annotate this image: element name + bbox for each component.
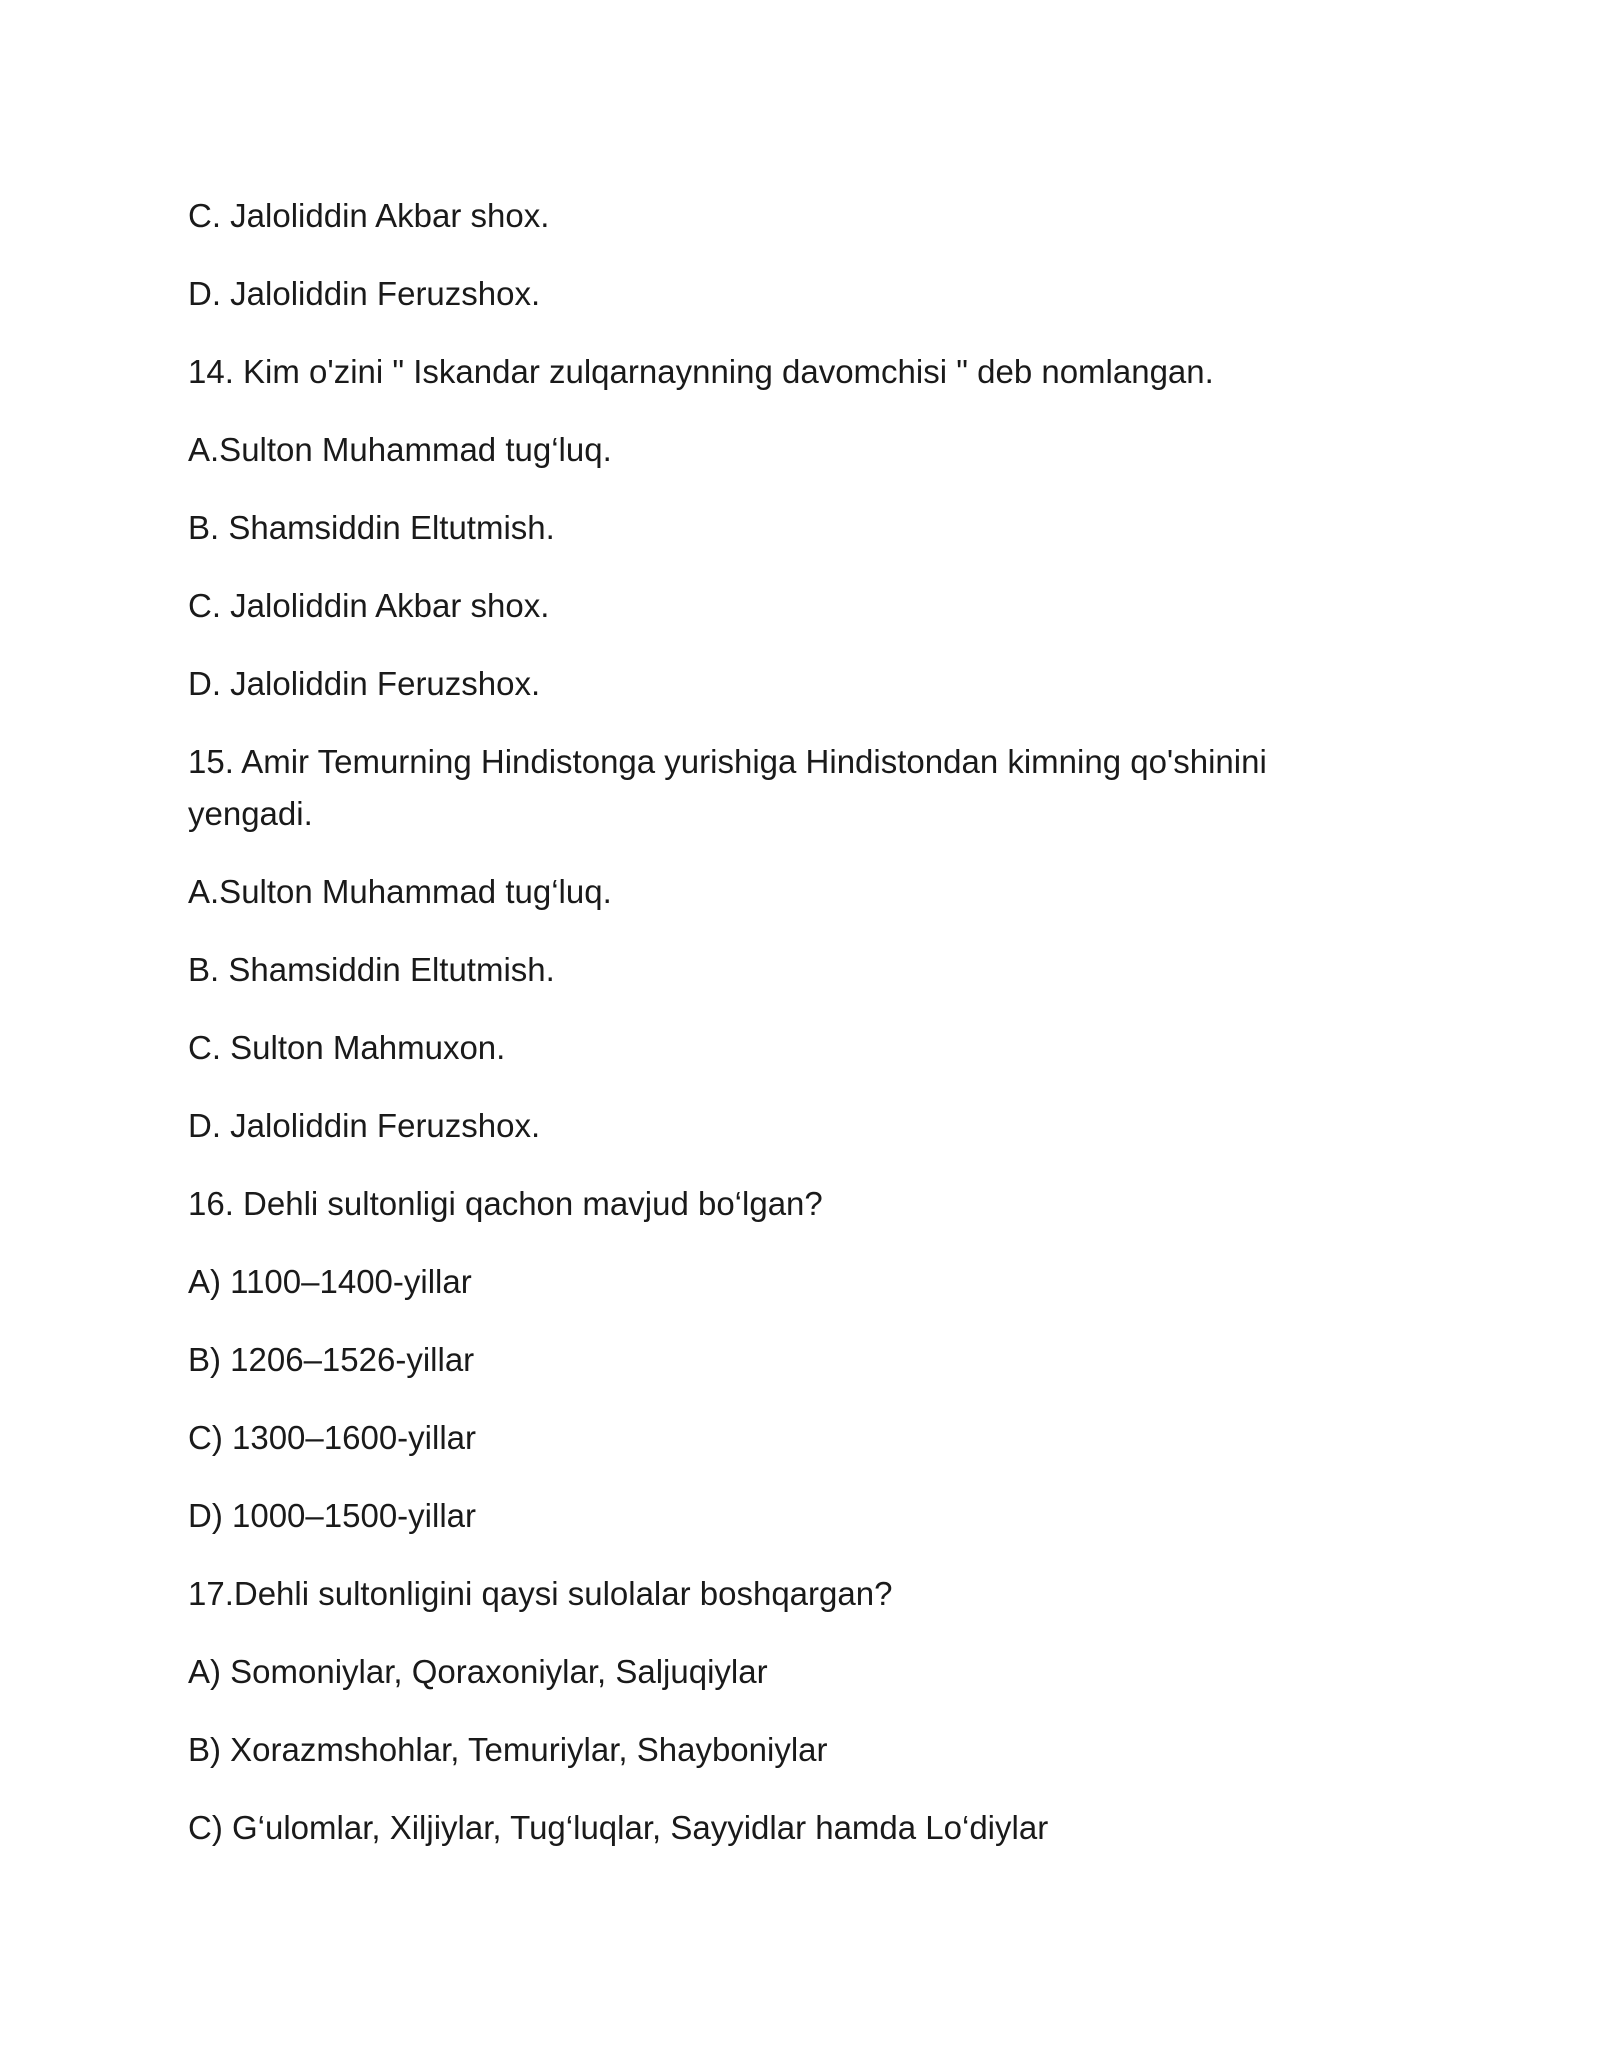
answer-option-b: B. Shamsiddin Eltutmish.	[188, 951, 555, 988]
answer-option-c: C. Jaloliddin Akbar shox.	[188, 587, 550, 624]
answer-option-b: B) Xorazmshohlar, Temuriylar, Shayboniylar	[188, 1731, 828, 1768]
answer-option-c: C. Sulton Mahmuxon.	[188, 1029, 506, 1066]
answer-option-b: B) 1206–1526-yillar	[188, 1341, 475, 1378]
answer-option-a: A.Sulton Muhammad tug‘luq.	[188, 873, 612, 910]
answer-option-c: C) 1300–1600-yillar	[188, 1419, 476, 1456]
answer-option-b: B. Shamsiddin Eltutmish.	[188, 509, 555, 546]
question-15: 15. Amir Temurning Hindistonga yurishiga Hindistondan kimning qo'shinini yengadi.	[188, 743, 1267, 832]
answer-option-a: A) Somoniylar, Qoraxoniylar, Saljuqiylar	[188, 1653, 768, 1690]
answer-option-c: C) G‘ulomlar, Xiljiylar, Tug‘luqlar, Sayyidlar hamda Lo‘diylar	[188, 1809, 1049, 1846]
answer-option-d: D. Jaloliddin Feruzshox.	[188, 275, 541, 312]
answer-option-a: A) 1100–1400-yillar	[188, 1263, 472, 1300]
question-17: 17.Dehli sultonligini qaysi sulolalar boshqargan?	[188, 1575, 893, 1612]
document-body	[188, 190, 1418, 1880]
answer-option-d: D) 1000–1500-yillar	[188, 1497, 476, 1534]
answer-option-d: D. Jaloliddin Feruzshox.	[188, 665, 541, 702]
question-14: 14. Kim o'zini " Iskandar zulqarnaynning davomchisi " deb nomlangan.	[188, 353, 1214, 390]
question-16: 16. Dehli sultonligi qachon mavjud bo‘lgan?	[188, 1185, 823, 1222]
answer-option-a: A.Sulton Muhammad tug‘luq.	[188, 431, 612, 468]
answer-option-c: C. Jaloliddin Akbar shox.	[188, 197, 550, 234]
answer-option-d: D. Jaloliddin Feruzshox.	[188, 1107, 541, 1144]
